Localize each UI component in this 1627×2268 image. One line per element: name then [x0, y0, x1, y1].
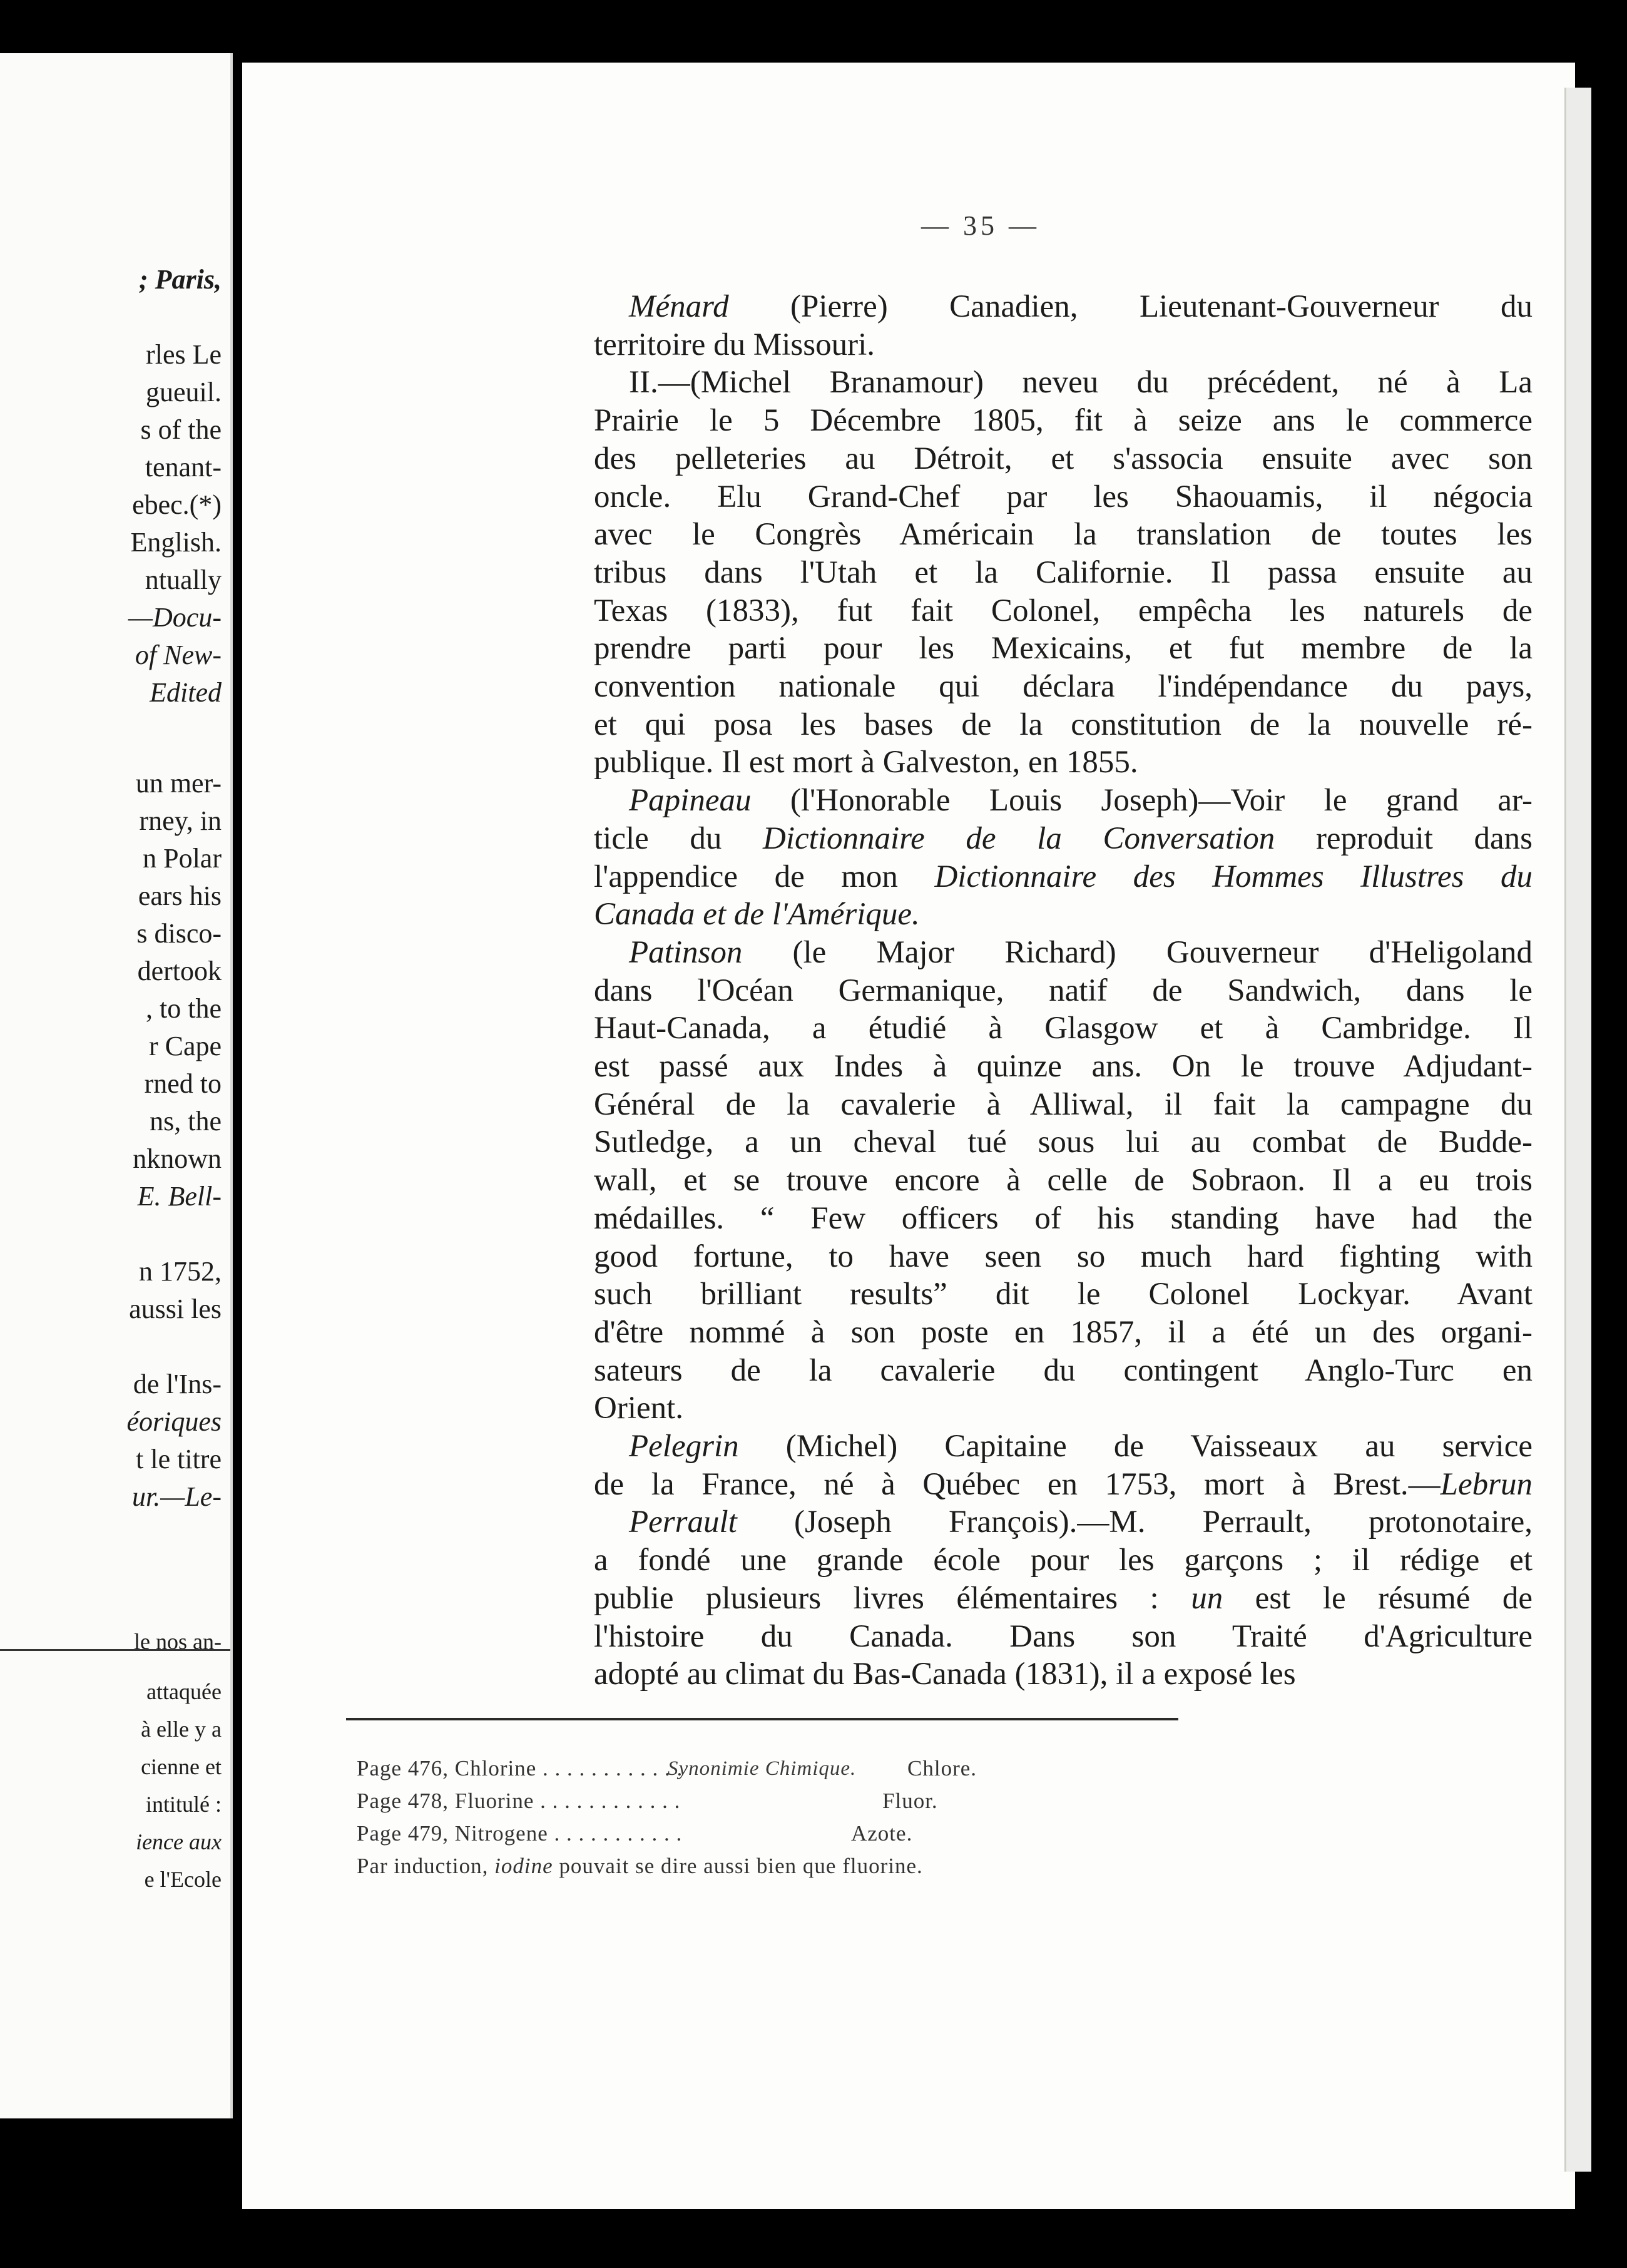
text-span: médailles. “ Few officers of his standing have had the [594, 1200, 1533, 1236]
footnote-row [357, 1757, 1233, 1779]
left-page-line: s of the [140, 414, 222, 445]
italic-span: Lebrun [1440, 1466, 1533, 1502]
italic-span: un [1191, 1580, 1223, 1616]
text-span: oncle. Elu Grand-Chef par les Shaouamis, il négocia [594, 479, 1533, 514]
italic-span: Papineau [629, 783, 752, 819]
italic-span: Patinson [629, 934, 743, 970]
left-page-line: ears his [138, 881, 222, 911]
left-page-line: le nos an- [134, 1629, 222, 1654]
left-page-line: attaquée [146, 1679, 222, 1704]
text-line [594, 519, 1533, 551]
text-line [594, 1314, 1533, 1350]
text-span: Prairie le 5 Décembre 1805, fit à seize ans le commerce [594, 403, 1533, 439]
text-line [594, 820, 1533, 856]
text-span: avec le Congrès Américain la translation de toutes les [594, 517, 1533, 553]
italic-span: Canada et de l'Amérique. [594, 897, 920, 932]
text-line [629, 291, 1533, 323]
text-line [594, 1051, 1533, 1083]
text-line [594, 1580, 1533, 1616]
text-line [629, 367, 1533, 399]
left-page-line: E. Bell- [137, 1181, 222, 1212]
text-line [594, 1545, 1533, 1576]
left-page-line: ns, the [150, 1106, 222, 1137]
book-page [242, 63, 1575, 2209]
text-span: dans l'Océan Germanique, natif de Sandwich, dans le [594, 973, 1533, 1008]
text-line [594, 1392, 1533, 1424]
text-span: l'appendice de mon [594, 859, 935, 894]
italic-span: Ménard [629, 289, 729, 324]
page-edge [1564, 88, 1591, 2172]
left-page-line: un mer- [135, 768, 222, 799]
text-line [594, 1126, 1533, 1158]
footnote-note [357, 1855, 1233, 1877]
footnote-row-value: Fluor. [882, 1789, 938, 1813]
text-span: (Pierre) Canadien, Lieutenant-Gouverneur du [728, 289, 1533, 324]
text-span: (l'Honorable Louis Joseph)—Voir le grand ar- [751, 783, 1533, 819]
left-page-line: gueuil. [146, 377, 222, 407]
text-line [594, 1466, 1533, 1502]
text-line [629, 1431, 1533, 1463]
text-line [594, 1013, 1533, 1045]
left-page-line: rned to [144, 1068, 222, 1099]
text-span: reproduit dans [1275, 820, 1533, 856]
left-page-line: aussi les [129, 1294, 222, 1324]
italic-span: Perrault [629, 1504, 737, 1540]
text-line [629, 1506, 1533, 1538]
text-line [594, 1279, 1533, 1310]
page-number: — 35 — [921, 210, 1040, 241]
text-line [594, 747, 1533, 779]
text-span: Sutledge, a un cheval tué sous lui au combat de Budde- [594, 1125, 1533, 1160]
left-page-line: rney, in [139, 805, 222, 836]
text-span: l'histoire du Canada. Dans son Traité d'Agriculture [594, 1618, 1533, 1654]
text-span: good fortune, to have seen so much hard fighting with [594, 1239, 1533, 1274]
text-line [594, 1165, 1533, 1197]
text-span: Texas (1833), fut fait Colonel, empêcha les naturels de [594, 593, 1533, 628]
left-page-line: —Docu- [128, 602, 222, 633]
left-page-line: dertook [137, 956, 222, 986]
left-page-line: English. [130, 527, 222, 558]
text-line [594, 405, 1533, 437]
text-line [594, 1086, 1533, 1122]
italic-span: Dictionnaire des Hommes Illustres du [934, 859, 1533, 894]
text-span: de la France, né à Québec en 1753, mort à Brest.— [594, 1466, 1441, 1502]
text-span: Par induction, [357, 1854, 495, 1878]
text-span: ticle du [594, 820, 763, 856]
italic-span: Pelegrin [629, 1429, 739, 1464]
footnote-row [357, 1790, 1233, 1812]
text-line [629, 934, 1533, 970]
text-line [594, 671, 1533, 703]
text-line [594, 595, 1533, 627]
footnote-row-label: Page 478, Fluorine . . . . . . . . . . . . [357, 1789, 681, 1813]
text-span: est passé aux Indes à quinze ans. On le trouve Adjudant- [594, 1049, 1533, 1084]
italic-span: Dictionnaire de la Conversation [763, 820, 1275, 856]
left-page-line: n 1752, [139, 1256, 222, 1287]
left-page-line: cienne et [141, 1754, 222, 1779]
text-span: adopté au climat du Bas-Canada (1831), il a exposé les [594, 1657, 1296, 1692]
text-span: des pelleteries au Détroit, et s'associa ensuite avec son [594, 441, 1533, 476]
text-span: convention nationale qui déclara l'indépendance du pays, [594, 669, 1533, 704]
text-line [594, 1618, 1533, 1654]
left-page-line: r Cape [148, 1031, 222, 1061]
footnote-row-label: Page 476, Chlorine . . . . . . . . . . . . [357, 1756, 683, 1780]
text-line [594, 1352, 1533, 1388]
text-line [594, 709, 1533, 741]
text-line [594, 861, 1533, 893]
text-span: publique. Il est mort à Galveston, en 1855. [594, 745, 1138, 780]
footnote-row-value: Azote. [851, 1821, 913, 1846]
left-page-line: nknown [133, 1143, 222, 1174]
text-span: such brilliant results” dit le Colonel Lockyar. Avant [594, 1277, 1533, 1312]
text-span: (Michel) Capitaine de Vaisseaux au service [738, 1429, 1533, 1464]
left-page-rule [0, 1649, 230, 1651]
text-span: Général de la cavalerie à Alliwal, il fait la campagne du [594, 1086, 1533, 1122]
text-span: (Joseph François).—M. Perrault, protonotaire, [737, 1504, 1533, 1540]
text-span: wall, et se trouve encore à celle de Sobraon. Il a eu trois [594, 1163, 1533, 1198]
text-line [594, 633, 1533, 665]
text-span: a fondé une grande école pour les garçons ; il rédige et [594, 1543, 1533, 1578]
left-page-line: s disco- [136, 918, 222, 949]
footnote-row-label: Page 479, Nitrogene . . . . . . . . . . . [357, 1821, 683, 1846]
left-page-line: , to the [146, 993, 222, 1024]
footnote-row [357, 1822, 1233, 1844]
left-page-line: n Polar [143, 843, 222, 874]
text-line [629, 785, 1533, 817]
text-span: sateurs de la cavalerie du contingent Anglo-Turc en [594, 1352, 1533, 1388]
left-page-line: ur.—Le- [131, 1481, 222, 1512]
left-page-line: éoriques [126, 1406, 222, 1437]
left-page-line: rles Le [146, 339, 222, 370]
text-span: prendre parti pour les Mexicains, et fut membre de la [594, 631, 1533, 667]
text-line [594, 1200, 1533, 1236]
left-page-line: Edited [150, 677, 222, 708]
left-page-line: de l'Ins- [133, 1369, 222, 1399]
left-page-line: e l'Ecole [144, 1867, 222, 1892]
text-span: est le résumé de [1223, 1580, 1533, 1616]
text-span: d'être nommé à son poste en 1857, il a été un des organi- [594, 1314, 1533, 1350]
text-line [594, 899, 1533, 931]
left-page-line: ebec.(*) [132, 489, 222, 520]
text-span: II.—(Michel Branamour) neveu du précédent, né à La [629, 365, 1533, 401]
previous-page [0, 53, 233, 2118]
text-line [594, 329, 1533, 361]
left-page-line: ience aux [136, 1829, 222, 1854]
text-span: et qui posa les bases de la constitution de la nouvelle ré- [594, 707, 1533, 742]
left-page-line: t le titre [136, 1444, 222, 1474]
footnote-rule [346, 1718, 1178, 1720]
text-line [594, 554, 1533, 590]
text-line [594, 975, 1533, 1007]
text-line [594, 481, 1533, 513]
text-span: Haut-Canada, a étudié à Glasgow et à Cambridge. Il [594, 1011, 1533, 1046]
left-page-line: à elle y a [141, 1717, 222, 1742]
text-span: Orient. [594, 1391, 684, 1426]
text-span: publie plusieurs livres élémentaires : [594, 1580, 1191, 1616]
text-line [594, 443, 1533, 475]
text-line [594, 1241, 1533, 1273]
text-span: (le Major Richard) Gouverneur d'Heligoland [742, 934, 1533, 970]
text-span: tribus dans l'Utah et la Californie. Il passa ensuite au [594, 554, 1533, 590]
text-span: pouvait se dire aussi bien que fluorine. [553, 1854, 923, 1878]
text-span: territoire du Missouri. [594, 327, 875, 362]
left-page-line: ntually [145, 564, 222, 595]
left-page-line: ; Paris, [139, 264, 222, 295]
italic-span: iodine [494, 1854, 553, 1878]
text-line [594, 1658, 1533, 1690]
footnote-row-value: Chlore. [907, 1756, 977, 1780]
footnote-title: Synonimie Chimique. [668, 1757, 857, 1780]
left-page-line: tenant- [145, 452, 222, 483]
left-page-line: intitulé : [146, 1792, 222, 1817]
left-page-line: of New- [135, 640, 222, 670]
